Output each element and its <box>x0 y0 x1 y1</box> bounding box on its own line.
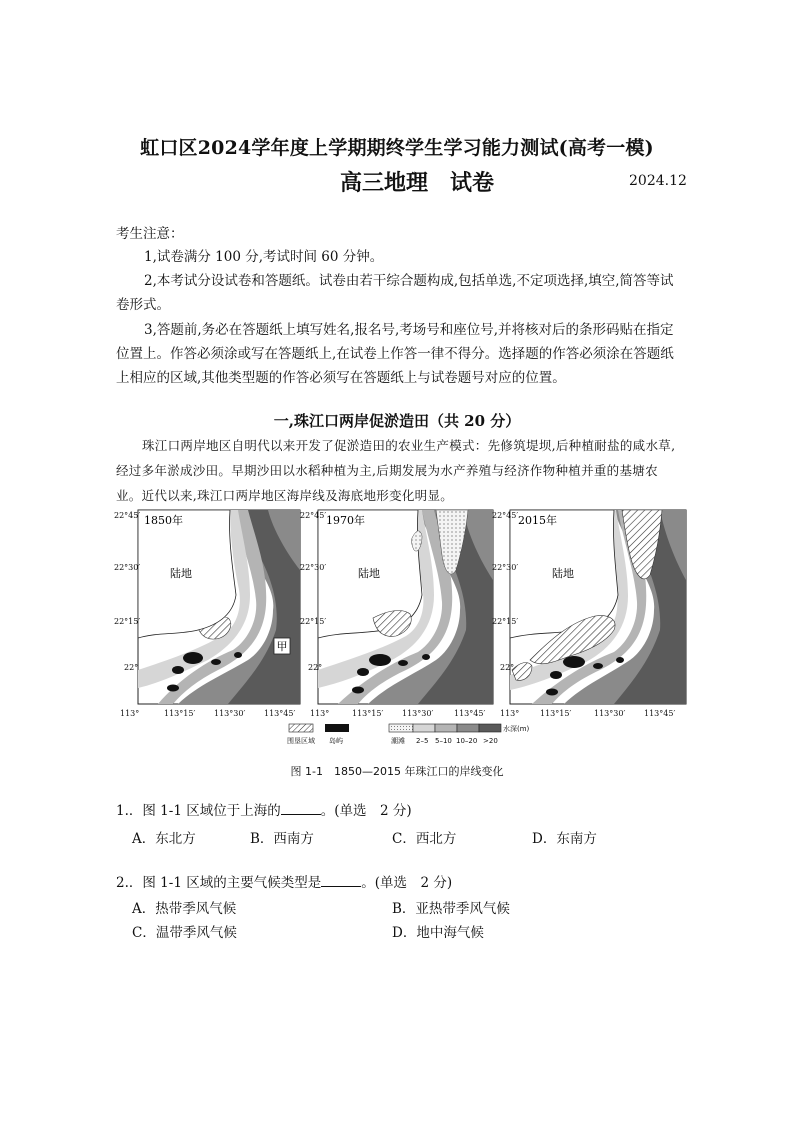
lat-label: 22°15′ <box>114 617 141 626</box>
notice-item-3: 3,答题前,务必在答题纸上填写姓名,报名号,考场号和座位号,并将核对后的条形码贴在指定位置上。作答必须涂或写在答题纸上,在试卷上作答一律不得分。选择题的作答必须涂在答题纸上相应的区域,其他类型题的作答必须写在答题纸上与试卷题号对应的位置。 <box>116 322 674 386</box>
legend-depth-unit: 水深(m) <box>503 725 530 733</box>
lon-label: 113°15′ <box>352 709 384 718</box>
lon-label: 113° <box>500 709 520 718</box>
legend-label-2-5: 2–5 <box>416 737 429 745</box>
lat-label: 22°30′ <box>300 563 327 572</box>
lat-label: 22°15′ <box>492 617 519 626</box>
coastline-maps <box>114 508 689 723</box>
legend-label-5-10: 5–10 <box>435 737 452 745</box>
legend-label-reclaimed: 围垦区域 <box>287 737 315 745</box>
lat-label: 22°15′ <box>300 617 327 626</box>
lon-label: 113°30′ <box>214 709 246 718</box>
legend-swatch-island <box>325 724 349 732</box>
legend-swatch-10-20 <box>457 724 479 732</box>
map-1850 <box>138 510 300 704</box>
year-label-2015: 2015年 <box>518 514 557 527</box>
land-label-1850: 陆地 <box>170 567 192 580</box>
legend-swatch-reclaimed <box>289 724 313 732</box>
q1-option-c: C．西北方 <box>392 831 457 847</box>
legend-swatch-5-10 <box>435 724 457 732</box>
legend-swatch-2-5 <box>413 724 435 732</box>
lon-label: 113°45′ <box>454 709 486 718</box>
q1-option-b: B．西南方 <box>250 831 314 847</box>
exam-title: 虹口区2024学年度上学期期终学生学习能力测试(高考一模) <box>140 137 654 159</box>
legend-label-gt20: >20 <box>483 737 498 745</box>
lon-label: 113°15′ <box>540 709 572 718</box>
question-1-stem: 1.．图 1-1 区域位于上海的 。(单选 2 分) <box>116 803 412 819</box>
legend-swatch-gt20 <box>479 724 501 732</box>
map-2015 <box>510 510 686 704</box>
legend-label-tidal: 潮滩 <box>391 737 405 745</box>
exam-date: 2024.12 <box>629 173 687 189</box>
land-label-1970: 陆地 <box>358 567 380 580</box>
q2-option-d: D．地中海气候 <box>392 925 484 941</box>
lon-label: 113°30′ <box>402 709 434 718</box>
notice-heading: 考生注意： <box>116 226 184 242</box>
lon-label: 113°45′ <box>644 709 676 718</box>
map-legend <box>285 722 530 748</box>
marker-jia: 甲 <box>276 640 288 653</box>
q2-option-c: C．温带季风气候 <box>132 925 237 941</box>
lat-label: 22°45′ <box>300 511 327 520</box>
legend-swatch-tidal <box>389 724 413 732</box>
lat-label: 22° <box>500 663 515 672</box>
lat-label: 22° <box>308 663 323 672</box>
notice-item-1: 1,试卷满分 100 分,考试时间 60 分钟。 <box>144 249 384 265</box>
lon-label: 113°30′ <box>594 709 626 718</box>
q1-option-a: A．东北方 <box>132 831 196 847</box>
q1-option-d: D．东南方 <box>532 831 597 847</box>
lat-label: 22°45′ <box>114 511 141 520</box>
lon-label: 113°15′ <box>164 709 196 718</box>
year-label-1970: 1970年 <box>326 514 365 527</box>
legend-label-island: 岛屿 <box>329 737 343 745</box>
answer-blank <box>281 802 321 815</box>
lat-label: 22° <box>124 663 139 672</box>
land-label-2015: 陆地 <box>552 567 574 580</box>
question-2-stem: 2.．图 1-1 区域的主要气候类型是 。(单选 2 分) <box>116 875 453 891</box>
answer-blank <box>321 874 361 887</box>
notice-item-2: 2,本考试分设试卷和答题纸。试卷由若干综合题构成,包括单选,不定项选择,填空,简答等试卷形式。 <box>116 273 674 313</box>
lat-label: 22°30′ <box>492 563 519 572</box>
lon-label: 113° <box>310 709 330 718</box>
q2-option-a: A．热带季风气候 <box>132 901 237 917</box>
lat-label: 22°45′ <box>492 511 519 520</box>
section-title: 一,珠江口两岸促淤造田（共 20 分） <box>273 412 521 430</box>
section-intro: 珠江口两岸地区自明代以来开发了促淤造田的农业生产模式：先修筑堤坝,后种植耐盐的咸水草,经过多年淤成沙田。早期沙田以水稻种植为主,后期发展为水产养殖与经济作物种植并重的基塘农业。近代以来,珠江口两岸地区海岸线及海底地形变化明显。 <box>116 438 676 503</box>
figure-caption: 图 1-1 1850—2015 年珠江口的岸线变化 <box>290 765 504 778</box>
year-label-1850: 1850年 <box>144 514 183 527</box>
q2-option-b: B．亚热带季风气候 <box>392 901 510 917</box>
question-1 <box>116 799 636 851</box>
map-1970 <box>318 510 493 704</box>
legend-label-10-20: 10–20 <box>456 737 478 745</box>
lon-label: 113°45′ <box>264 709 296 718</box>
lat-label: 22°30′ <box>114 563 141 572</box>
exam-subtitle: 高三地理 试卷 <box>340 170 495 196</box>
question-2 <box>116 871 636 945</box>
lon-label: 113° <box>120 709 140 718</box>
